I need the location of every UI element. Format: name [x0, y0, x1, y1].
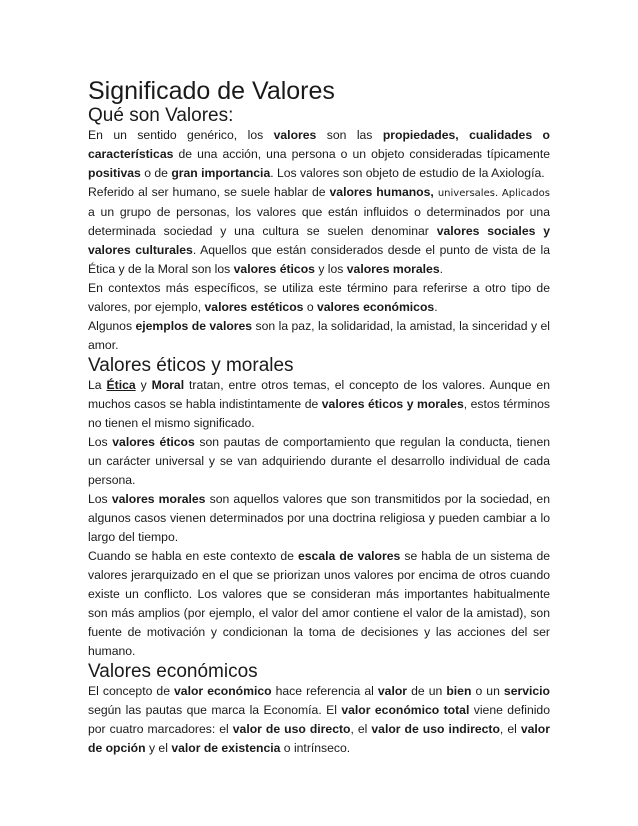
paragraph-etica-moral: La Ética y Moral tratan, entre otros temas, el concepto de los valores. Aunque en muchos casos se habla indistintamente de valores éticos y morales, estos términos no tienen el mismo significado. — [88, 378, 550, 430]
paragraph-ejemplos: Algunos ejemplos de valores son la paz, la solidaridad, la amistad, la sinceridad y el amor. — [88, 319, 550, 352]
section-heading-que-son-valores: Qué son Valores: — [88, 105, 234, 126]
document-page — [88, 78, 550, 758]
etica-link[interactable]: Ética — [106, 378, 136, 392]
paragraph-escala-de-valores: Cuando se habla en este contexto de escala de valores se habla de un sistema de valores jerarquizado en el que se priorizan unos valores por encima de otros cuando existe un conflicto. Los valores que se consideran más importantes habitualmente son más amplios (por ejemplo, el valor del amor contiene el valor de la amistad), son fuente de motivación y condicionan la toma de decisiones y las acciones del ser humano. — [88, 549, 550, 658]
section-heading-valores-eticos-morales: Valores éticos y morales — [88, 355, 294, 376]
paragraph-valor-economico: El concepto de valor económico hace referencia al valor de un bien o un servicio según las pautas que marca la Economía. El valor económico total viene definido por cuatro marcadores: el valor de uso directo, el valor de uso indirecto, el valor de opción y el valor de existencia o intrínseco. — [88, 684, 550, 755]
section-heading-valores-economicos: Valores económicos — [88, 661, 258, 682]
paragraph-definicion: En un sentido genérico, los valores son las propiedades, cualidades o características de una acción, una persona o un objeto consideradas típicamente positivas o de gran importancia. Los valores son objeto de estudio de la Axiología. — [88, 128, 550, 180]
paragraph-valores-morales: Los valores morales son aquellos valores que son transmitidos por la sociedad, en algunos casos vienen determinados por una doctrina religiosa y pueden cambiar a lo largo del tiempo. — [88, 492, 550, 544]
paragraph-valores-eticos: Los valores éticos son pautas de comportamiento que regulan la conducta, tienen un carácter universal y se van adquiriendo durante el desarrollo individual de cada persona. — [88, 435, 550, 487]
paragraph-valores-humanos: Referido al ser humano, se suele hablar de valores humanos, universales. Aplicados a un grupo de personas, los valores que están influidos o determinados por una determinada sociedad y una cultura se suelen denominar valores sociales y valores culturales. Aquellos que están considerados desde el punto de vista de la Ética y de la Moral son los valores éticos y los valores morales. — [88, 185, 551, 276]
document-title: Significado de Valores — [88, 77, 335, 105]
paragraph-contextos: En contextos más específicos, se utiliza este término para referirse a otro tipo de valores, por ejemplo, valores estéticos o valores económicos. — [88, 281, 550, 314]
